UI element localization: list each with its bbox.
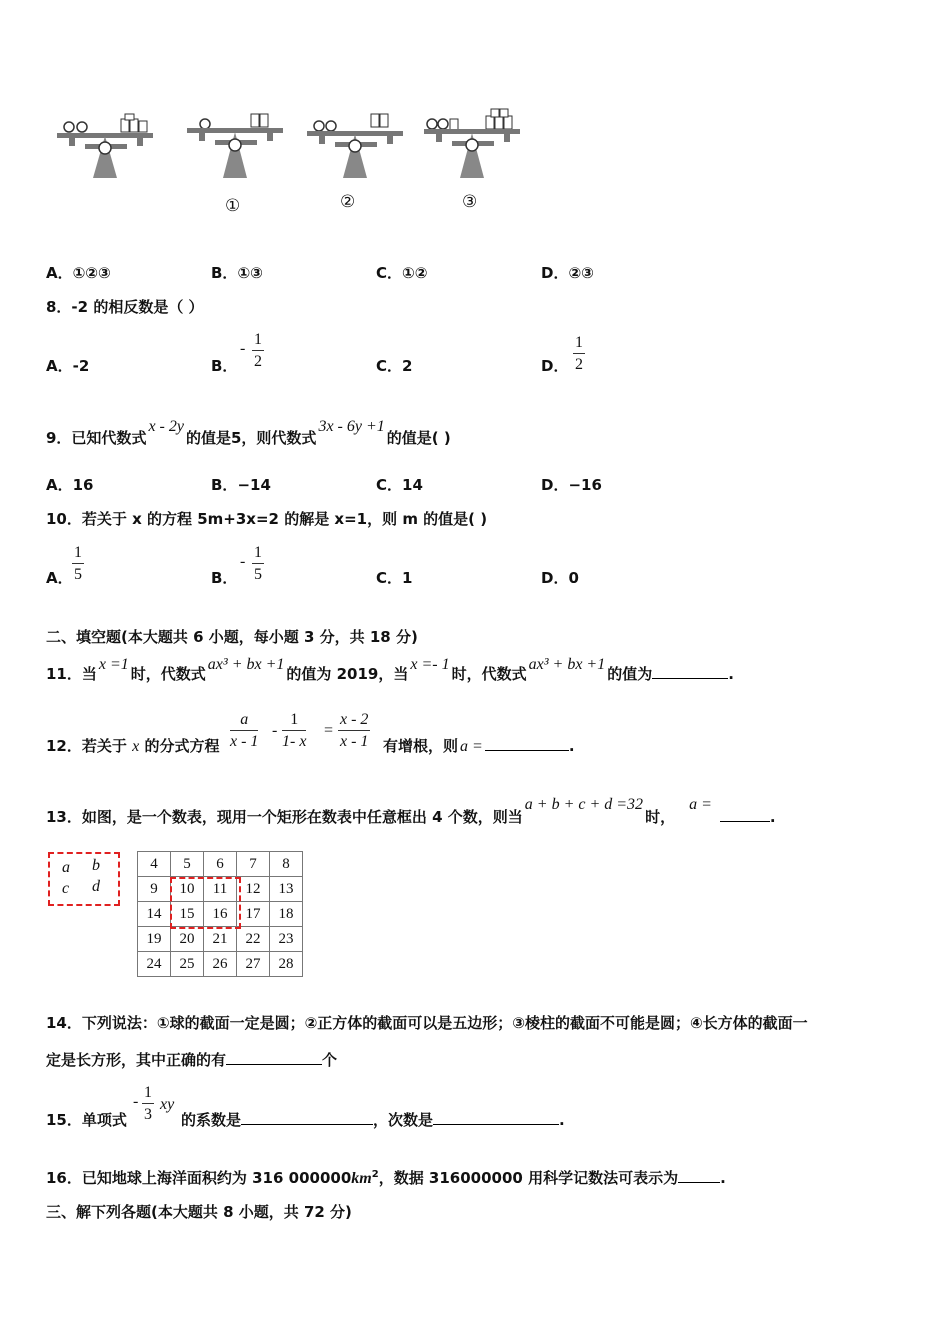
q8-b-sign: - — [240, 340, 246, 357]
balance-scale-0 — [57, 114, 153, 178]
table-cell: 25 — [171, 952, 204, 977]
q10-option-c[interactable]: C．1 — [376, 569, 413, 587]
table-cell: 24 — [138, 952, 171, 977]
table-cell: 26 — [204, 952, 237, 977]
q11-stem: 11．当x =1时，代数式ax³ + bx +1的值为 2019，当x =- 1时，代数式ax³ + bx +1的值为 . — [46, 656, 734, 683]
table-cell: 5 — [171, 852, 204, 877]
q10-b-sign: - — [240, 553, 246, 570]
balance-label-1: ① — [225, 196, 241, 215]
q8-b-fraction: $\frac{1}{2}$ — [254, 331, 262, 370]
q10-option-a[interactable]: A． — [46, 569, 73, 587]
balance-scales-figure — [50, 100, 530, 230]
table-cell: 7 — [237, 852, 270, 877]
section-2-heading: 二、填空题(本大题共 6 小题，每小题 3 分，共 18 分) — [46, 628, 418, 646]
q13-answer-blank[interactable] — [720, 807, 770, 822]
q13-stem: 13．如图，是一个数表，现用一个矩形在数表中任意框出 4 个数，则当a + b + c + d =32时，a =. — [46, 796, 776, 826]
table-row — [138, 952, 303, 977]
q10-stem: 10．若关于 x 的方程 5m+3x=2 的解是 x=1，则 m 的值是( ) — [46, 510, 488, 528]
q15-coefficient-blank[interactable] — [241, 1110, 373, 1125]
abcd-frame — [48, 852, 120, 906]
q16-answer-blank[interactable] — [678, 1168, 720, 1183]
selection-frame — [170, 877, 241, 929]
q12-fraction-3: $\frac{x - 2}{x - 1}$ — [340, 711, 369, 750]
q9-option-a[interactable]: A．16 — [46, 476, 94, 494]
table-cell: 12 — [237, 877, 270, 902]
q15-xy: xy — [160, 1096, 175, 1113]
table-cell: 16 — [204, 902, 237, 927]
q8-option-d[interactable]: D． — [541, 357, 569, 375]
q9-option-b[interactable]: B．−14 — [211, 476, 271, 494]
table-cell: 4 — [138, 852, 171, 877]
q15-fraction: $\frac{1}{3}$ — [144, 1084, 152, 1123]
letter-a: a — [62, 859, 70, 876]
q15-stem-start: 15．单项式 — [46, 1111, 127, 1129]
table-cell: 19 — [138, 927, 171, 952]
table-cell: 10 — [171, 877, 204, 902]
table-cell: 9 — [138, 877, 171, 902]
q8-option-c[interactable]: C．2 — [376, 357, 413, 375]
q12-answer-blank[interactable] — [485, 736, 569, 751]
q12-equals: = — [324, 722, 334, 739]
q12-minus: - — [272, 722, 278, 739]
q9-stem: 9．已知代数式x - 2y的值是5，则代数式3x - 6y +1的值是( ) — [46, 418, 451, 447]
table-cell: 22 — [237, 927, 270, 952]
table-cell: 6 — [204, 852, 237, 877]
section-3-heading: 三、解下列各题(本大题共 8 小题，共 72 分) — [46, 1203, 352, 1221]
q15-degree-blank[interactable] — [433, 1110, 559, 1125]
q12-fraction-1: $\frac{a}{x - 1}$ — [230, 711, 259, 750]
balance-scale-1 — [187, 114, 283, 178]
table-cell: 14 — [138, 902, 171, 927]
table-cell: 15 — [171, 902, 204, 927]
q14-line-2: 定是长方形，其中正确的有 个 — [46, 1051, 338, 1069]
table-cell: 23 — [270, 927, 303, 952]
table-cell: 27 — [237, 952, 270, 977]
table-cell: 8 — [270, 852, 303, 877]
q15-sign: - — [133, 1093, 139, 1110]
q7-option-a[interactable]: A．①②③ — [46, 264, 111, 282]
q14-answer-blank[interactable] — [226, 1050, 322, 1065]
q12-stem-end: 有增根，则 a = . — [383, 737, 575, 755]
balance-label-2: ② — [340, 192, 356, 211]
balance-scale-2 — [307, 114, 403, 178]
q7-option-b[interactable]: B．①③ — [211, 264, 263, 282]
q10-option-d[interactable]: D．0 — [541, 569, 579, 587]
q12-stem-start: 12．若关于 x 的分式方程 — [46, 737, 220, 755]
q8-option-b[interactable]: B． — [211, 357, 238, 375]
q12-fraction-2: $\frac{1}{1- x}$ — [282, 711, 307, 750]
table-row — [138, 852, 303, 877]
q8-d-fraction: $\frac{1}{2}$ — [575, 334, 583, 373]
q15-stem-end: 的系数是 ，次数是 . — [181, 1111, 565, 1129]
table-cell: 20 — [171, 927, 204, 952]
balance-label-3: ③ — [462, 192, 478, 211]
letter-c: c — [62, 880, 70, 897]
q9-option-c[interactable]: C．14 — [376, 476, 423, 494]
table-cell: 11 — [204, 877, 237, 902]
q11-answer-blank[interactable] — [652, 664, 728, 679]
table-cell: 18 — [270, 902, 303, 927]
q10-b-fraction: $\frac{1}{5}$ — [254, 544, 262, 583]
table-cell: 21 — [204, 927, 237, 952]
q10-option-b[interactable]: B． — [211, 569, 238, 587]
q7-option-d[interactable]: D．②③ — [541, 264, 594, 282]
balance-scale-3 — [424, 109, 520, 178]
q10-a-fraction: $\frac{1}{5}$ — [74, 544, 82, 583]
q7-option-c[interactable]: C．①② — [376, 264, 428, 282]
table-cell: 28 — [270, 952, 303, 977]
q8-stem: 8．-2 的相反数是（ ） — [46, 298, 204, 316]
letter-d: d — [92, 878, 100, 895]
q14-line-1: 14．下列说法：①球的截面一定是圆；②正方体的截面可以是五边形；③棱柱的截面不可能是圆；④长方体的截面一 — [46, 1014, 808, 1032]
table-cell: 13 — [270, 877, 303, 902]
letter-b: b — [92, 857, 100, 874]
q16-stem: 16．已知地球上海洋面积约为 316 $000000km^2$，数据 316000000 用科学记数法可表示为 . — [46, 1169, 726, 1187]
table-cell: 17 — [237, 902, 270, 927]
table-row — [138, 927, 303, 952]
q8-option-a[interactable]: A．-2 — [46, 357, 90, 375]
q9-option-d[interactable]: D．−16 — [541, 476, 602, 494]
